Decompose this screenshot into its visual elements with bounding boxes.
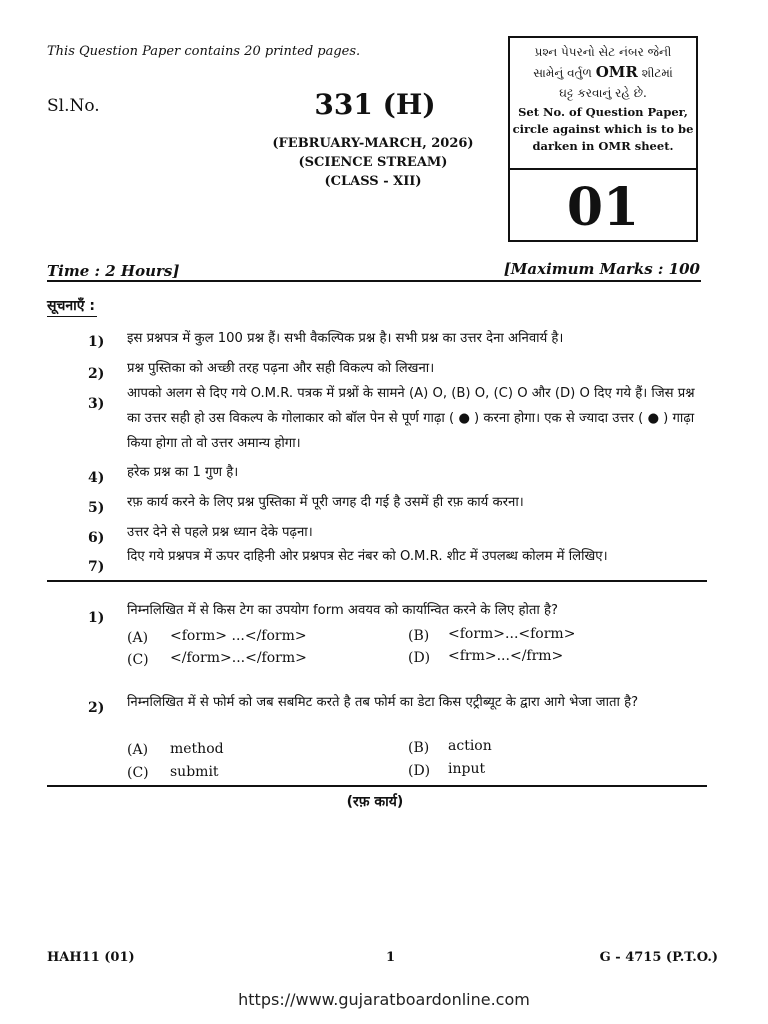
gujarati-instruction-line-1: પ્રશ્ન પેપરનો સેટ નંબર જેની bbox=[534, 45, 672, 59]
option-text: input bbox=[448, 761, 486, 777]
option-label: (A) bbox=[127, 742, 149, 758]
question-number: 1) bbox=[88, 610, 105, 626]
exam-session: (FEBRUARY-MARCH, 2026) bbox=[272, 136, 474, 151]
exam-class: (CLASS - XII) bbox=[324, 174, 422, 189]
instruction-text: रफ़ कार्य करने के लिए प्रश्न पुस्तिका में पूरी जगह दी गई है उसमें ही रफ़ कार्य करना। bbox=[127, 495, 524, 510]
time-allowed: Time : 2 Hours] bbox=[47, 262, 180, 280]
instruction-number: 3) bbox=[88, 396, 105, 412]
instruction-text: दिए गये प्रश्नपत्र में ऊपर दाहिनी ओर प्रश्नपत्र सेट नंबर को O.M.R. शीट में उपलब्ध कोलम में लिखिए। bbox=[127, 549, 608, 564]
rough-work-label: (रफ़ कार्य) bbox=[346, 794, 404, 810]
exam-stream: (SCIENCE STREAM) bbox=[298, 155, 448, 170]
instruction-text: प्रश्न पुस्तिका को अच्छी तरह पढ़ना और सही विकल्प को लिखना। bbox=[127, 361, 435, 376]
option-text: <frm>...</frm> bbox=[448, 648, 564, 664]
option-label: (D) bbox=[408, 763, 431, 779]
instruction-number: 4) bbox=[88, 470, 105, 486]
option-label: (A) bbox=[127, 630, 149, 646]
header-divider bbox=[47, 280, 701, 282]
instructions-divider bbox=[47, 580, 707, 582]
english-instruction-line-2: circle against which is to be bbox=[512, 122, 694, 136]
gujarati-instruction-line-3: ઘટ્ટ કરવાનું રહે છે. bbox=[559, 86, 647, 100]
gujarati-instruction-line-2 bbox=[510, 62, 696, 83]
instruction-text: आपको अलग से दिए गये O.M.R. पत्रक में प्रश्नों के सामने (A) O, (B) O, (C) O और (D) O दिए गये हैं। जिस प्रश्न का उत्तर सही हो उस विकल्प के गोलाकार को बॉल पेन से पूर्ण गाढ़ा ( ● ) करना होगा। एक से ज्यादा उत्तर ( ● ) गाढ़ा किया होगा तो वो उत्तर अमान्य होगा। bbox=[127, 386, 695, 451]
set-number-instructions bbox=[510, 38, 696, 170]
option-label: (C) bbox=[127, 765, 149, 781]
set-number-box bbox=[508, 36, 698, 242]
option-label: (B) bbox=[408, 628, 430, 644]
pages-note: This Question Paper contains 20 printed pages. bbox=[47, 44, 361, 59]
footer-code: HAH11 (01) bbox=[47, 950, 135, 965]
option-text: submit bbox=[170, 764, 219, 780]
instruction-number: 5) bbox=[88, 500, 105, 516]
gujarati-line-2-post: શીટમાં bbox=[641, 66, 673, 80]
question-text: निम्नलिखित में से फोर्म को जब सबमिट करते है तब फोर्म का डेटा किस एट्रीब्यूट के द्वारा आगे भेजा जाता है? bbox=[127, 695, 639, 710]
instruction-text: उत्तर देने से पहले प्रश्न ध्यान देके पढ़ना। bbox=[127, 525, 313, 540]
paper-code: 331 (H) bbox=[314, 88, 436, 121]
question-text: निम्नलिखित में से किस टेग का उपयोग form अवयव को कार्यान्वित करने के लिए होता है? bbox=[127, 603, 558, 618]
instruction-number: 2) bbox=[88, 366, 105, 382]
questions-divider bbox=[47, 785, 707, 787]
serial-number-label: Sl.No. bbox=[47, 96, 100, 116]
option-label: (D) bbox=[408, 650, 431, 666]
option-text: <form>...<form> bbox=[448, 626, 576, 642]
option-text: </form>...</form> bbox=[170, 650, 307, 666]
instructions-heading-underline bbox=[47, 316, 97, 317]
option-text: action bbox=[448, 738, 492, 754]
option-text: method bbox=[170, 741, 224, 757]
gujarati-line-2-pre: સામેનું વર્તુળ bbox=[533, 66, 592, 80]
english-instruction-line-3: darken in OMR sheet. bbox=[532, 139, 674, 153]
page-number: 1 bbox=[386, 950, 396, 965]
omr-bold-text: OMR bbox=[595, 63, 638, 81]
footer-reference: G - 4715 (P.T.O.) bbox=[599, 950, 718, 965]
instruction-text: हरेक प्रश्न का 1 गुण है। bbox=[127, 465, 239, 480]
set-number: 01 bbox=[566, 177, 640, 238]
maximum-marks: [Maximum Marks : 100 bbox=[503, 260, 700, 278]
option-label: (C) bbox=[127, 652, 149, 668]
english-instruction-line-1: Set No. of Question Paper, bbox=[518, 105, 688, 119]
instructions-heading: सूचनाएँ : bbox=[47, 298, 95, 314]
option-text: <form> ...</form> bbox=[170, 628, 307, 644]
watermark-url: https://www.gujaratboardonline.com bbox=[238, 990, 530, 1009]
option-label: (B) bbox=[408, 740, 430, 756]
instruction-number: 1) bbox=[88, 334, 105, 350]
instruction-number: 7) bbox=[88, 559, 105, 575]
instruction-text: इस प्रश्नपत्र में कुल 100 प्रश्न हैं। सभी वैकल्पिक प्रश्न है। सभी प्रश्न का उत्तर देना अनिवार्य है। bbox=[127, 331, 564, 346]
question-number: 2) bbox=[88, 700, 105, 716]
instruction-number: 6) bbox=[88, 530, 105, 546]
